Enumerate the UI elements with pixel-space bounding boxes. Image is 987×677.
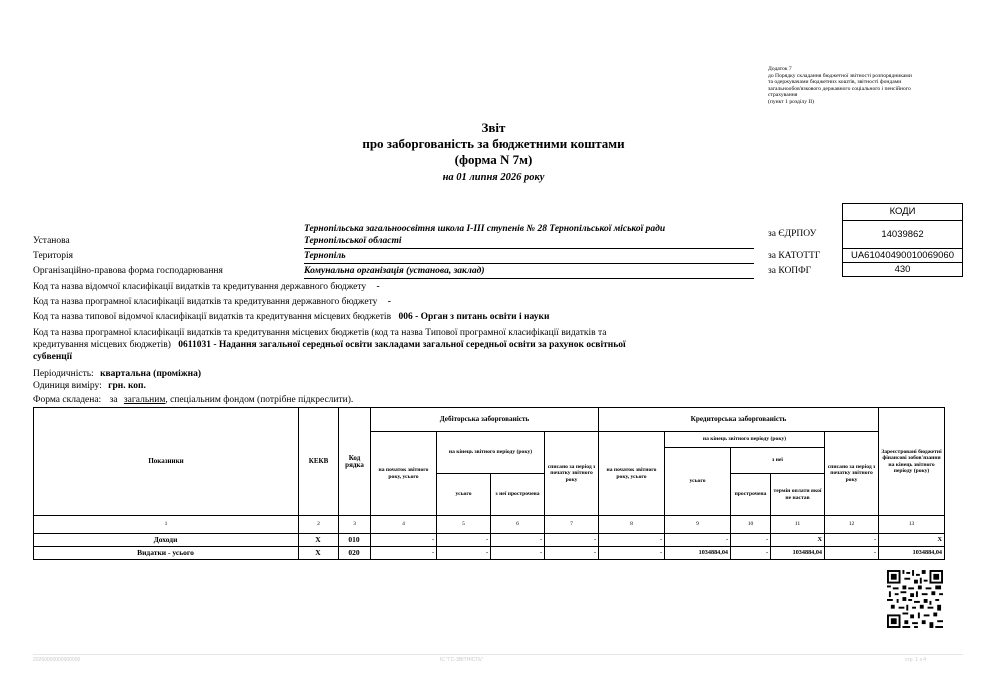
row-cell: - [545,547,599,560]
header-credit-of-it: з неї [731,448,825,474]
table-row [34,534,945,547]
katottg-label: за КАТОТТГ [768,251,821,261]
institution-name-line1: Тернопільська загальноосвітня школа І-ІІІ ступенів № 28 Тернопільської міської ради [304,224,666,234]
row-cell: - [491,534,545,547]
report-title: Звіт [481,120,506,135]
territory-label: Територія [33,251,74,261]
form-composed [33,395,353,405]
header-debit: Дебіторська заборгованість [371,408,599,432]
row-cell: - [731,547,771,560]
dept-class-value: - [376,282,380,292]
form-composed-rest: , спеціальним фондом (потрібне підкреслити). [165,395,354,405]
form-composed-label: Форма складена: [33,395,102,405]
header-debit-start: на початок звітного року, усього [371,432,437,516]
row-cell: - [545,534,599,547]
table-row [34,547,945,560]
typical-class-text: Код та назва типової відомчої класифікації видатків та кредитування місцевих бюджетів [33,312,392,322]
typical-class-label [33,312,549,322]
annex-line: до Порядку складання бюджетної звітності розпорядниками [768,72,912,79]
header-debit-end: на кінець звітного періоду (року) [437,432,545,474]
col-number: 2 [299,516,339,534]
col-number: 5 [437,516,491,534]
col-number: 4 [371,516,437,534]
header-kekv: КЕКВ [299,408,339,516]
row-cell: - [437,534,491,547]
annex-line: та одержувачами бюджетних коштів, звітності фондами [768,79,902,86]
header-credit-overdue: прострочена [731,474,771,516]
legal-form-value: Комунальна організація (установа, заклад) [304,266,485,276]
header-debit-total: усього [437,474,491,516]
col-number: 10 [731,516,771,534]
form-composed-za: за [109,395,118,405]
codes-header: КОДИ [889,206,916,217]
typical-class-value: 006 - Орган з питань освіти і науки [398,312,550,322]
row-kekv: X [299,534,339,547]
annex-line: загальнообов'язкового державного соціального і пенсійного [768,85,911,92]
header-credit: Кредиторська заборгованість [599,408,879,432]
local-prog-value-line2: субвенції [33,352,73,362]
header-credit-not-due: термін оплати якої не настав [771,474,825,516]
row-cell: - [825,534,879,547]
row-cell: - [371,534,437,547]
annex-line: страхування [768,92,798,99]
row-cell: - [437,547,491,560]
row-cell: X [771,534,825,547]
row-name: Доходи [34,534,299,547]
col-number: 9 [665,516,731,534]
institution-label: Установа [33,236,70,246]
col-number: 3 [339,516,371,534]
legal-form-label: Організаційно-правова форма господарювання [33,266,223,276]
debt-table [33,407,945,560]
row-code: 010 [339,534,371,547]
header-credit-start: на початок звітного року, усього [599,432,665,516]
edrpou-value: 14039862 [843,220,962,248]
row-cell: - [665,534,731,547]
annex-line: Додаток 7 [768,66,792,72]
header-credit-total: усього [665,448,731,516]
local-prog-value: 0611031 - Надання загальної середньої освіти закладами загальної середньої освіти за рахунок освітньої [178,340,626,350]
institution-name-line2: Тернопільської області [304,236,402,246]
local-prog-label-line2 [33,340,626,350]
col-number: 8 [599,516,665,534]
col-number: 1 [34,516,299,534]
report-subtitle: про заборгованість за бюджетними коштами [362,136,625,151]
periodicity-label: Періодичність: [33,369,94,379]
row-cell: 1034884,04 [879,547,945,560]
row-cell: X [879,534,945,547]
prog-class-label [33,297,391,307]
row-cell: 1034884,04 [665,547,731,560]
col-number: 6 [491,516,545,534]
row-cell: 1034884,04 [771,547,825,560]
header-debit-written-off: списано за період з початку звітного року [545,432,599,516]
header-row-code: Код рядка [339,408,371,516]
col-number: 11 [771,516,825,534]
form-general-fund: загальним [123,395,166,405]
row-cell: - [599,534,665,547]
row-cell: - [371,547,437,560]
header-indicators: Показники [34,408,299,516]
footer-page: стр. 1 з 4 [905,657,926,663]
dept-class-label [33,282,380,292]
col-number: 13 [879,516,945,534]
col-number: 7 [545,516,599,534]
unit-label: Одиниця виміру: [33,381,102,391]
prog-class-value: - [387,297,391,307]
katottg-value: UA61040490010069060 [843,248,962,262]
header-registered: Зареєстровані бюджетні фінансові зобов'язання на кінець звітного періоду (року) [879,408,945,516]
row-name: Видатки - усього [34,547,299,560]
kopfg-value: 430 [843,262,962,276]
annex-line: (пункт 1 розділу II) [768,98,815,105]
row-cell: - [491,547,545,560]
local-prog-text: кредитування місцевих бюджетів) [33,340,171,350]
unit [33,381,146,391]
footer-center: ІС "ГС-ЗВІТНІСТЬ" [440,657,484,663]
report-form-number: (форма N 7м) [454,152,533,167]
local-prog-label-line1: Код та назва програмної класифікації видатків та кредитування місцевих бюджетів (код та назва Типової програмної класифікації видатків та [33,328,607,338]
footer-left: 20260000000000000 [33,657,81,663]
prog-class-text: Код та назва програмної класифікації видатків та кредитування державного бюджету [33,297,378,307]
codes-box [842,203,963,277]
row-cell: - [825,547,879,560]
territory-value: Тернопіль [304,251,346,261]
row-kekv: X [299,547,339,560]
header-credit-written-off: списано за період з початку звітного року [825,432,879,516]
unit-value: грн. коп. [108,381,146,391]
header-debit-overdue: з неї прострочена [491,474,545,516]
col-number: 12 [825,516,879,534]
dept-class-text: Код та назва відомчої класифікації видатків та кредитування державного бюджету [33,282,367,292]
header-credit-end: на кінець звітного періоду (року) [665,432,825,448]
report-date: на 01 липня 2026 року [442,172,545,183]
row-code: 020 [339,547,371,560]
row-cell: - [599,547,665,560]
annex-note [768,66,968,106]
periodicity [33,369,201,379]
periodicity-value: квартальна (проміжна) [100,369,202,379]
edrpou-label: за ЄДРПОУ [768,229,817,239]
qr-code-icon [887,570,943,628]
row-cell: - [731,534,771,547]
kopfg-label: за КОПФГ [768,266,812,276]
